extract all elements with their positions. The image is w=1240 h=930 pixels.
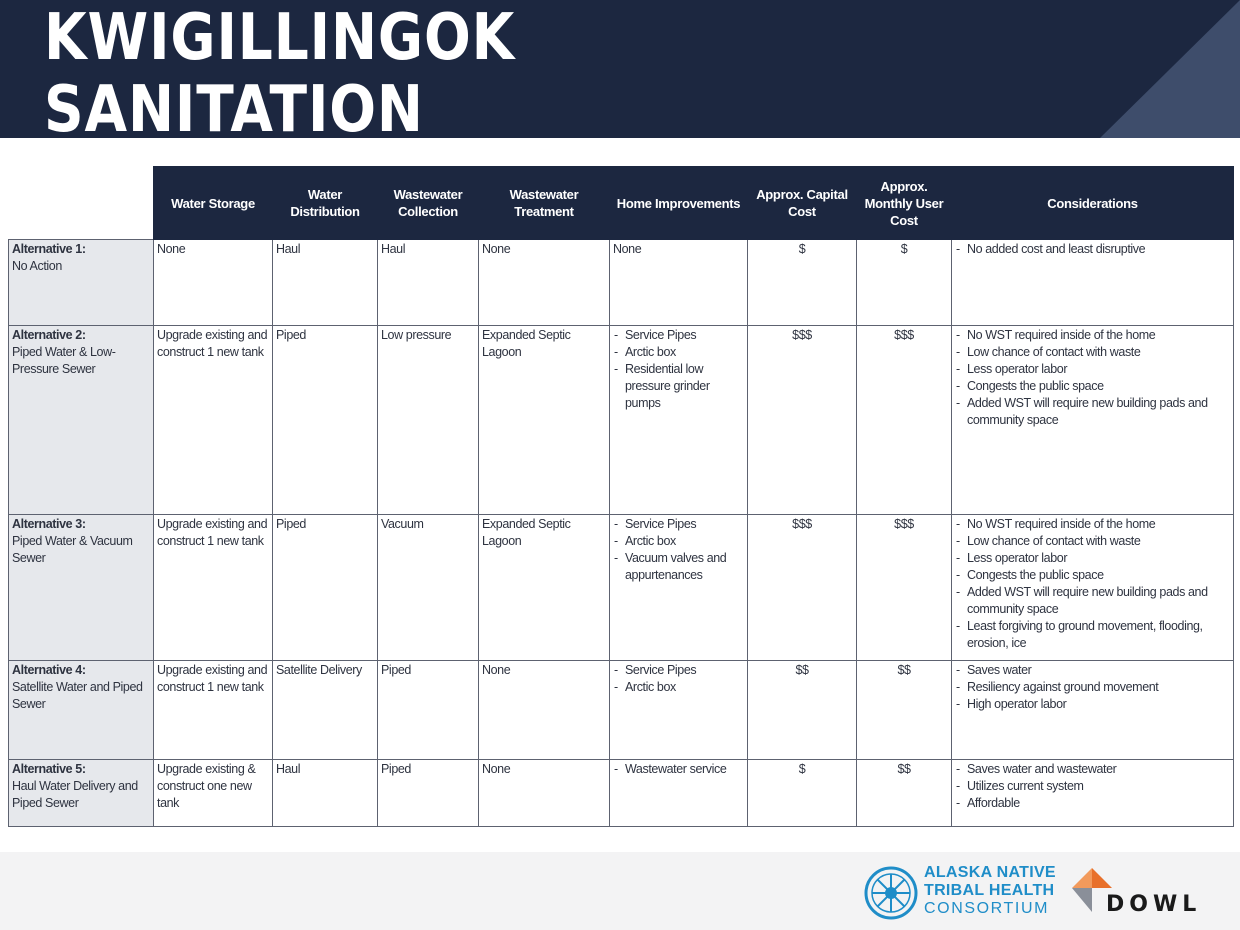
list-item: - Added WST will require new building pads and community space — [955, 584, 1230, 618]
alternative-cell — [9, 326, 154, 515]
list-item: - Least forgiving to ground movement, flooding, erosion, ice — [955, 618, 1230, 652]
water-distribution-value: Piped — [276, 517, 306, 531]
water-storage-cell — [154, 760, 273, 827]
water-storage-value: Upgrade existing & construct one new tank — [157, 762, 256, 810]
water-storage-value: None — [157, 242, 186, 256]
list-item: - Low chance of contact with waste — [955, 344, 1230, 361]
wastewater-collection-value: Piped — [381, 663, 411, 677]
alternative-label: Alternative 1: — [12, 242, 86, 256]
list-item: - Low chance of contact with waste — [955, 533, 1230, 550]
wastewater-treatment-value: None — [482, 242, 511, 256]
anthc-logo-icon — [864, 866, 918, 920]
alternative-name: Haul Water Delivery and Piped Sewer — [12, 779, 138, 810]
wastewater-treatment-cell — [479, 240, 610, 326]
home-improvements-cell — [610, 240, 748, 326]
home-improvements-list — [613, 761, 744, 778]
alternative-cell — [9, 760, 154, 827]
considerations-list — [955, 662, 1230, 713]
list-item: - Congests the public space — [955, 567, 1230, 584]
wastewater-collection-cell — [378, 326, 479, 515]
considerations-cell — [952, 661, 1234, 760]
page-title — [44, 2, 904, 138]
title-line-1: KWIGILLINGOK SANITATION — [44, 1, 516, 138]
alternative-label: Alternative 3: — [12, 517, 86, 531]
alternative-cell — [9, 515, 154, 661]
alternative-name: Satellite Water and Piped Sewer — [12, 680, 143, 711]
monthly-cost-value: $ — [900, 242, 908, 256]
wastewater-treatment-value: Expanded Septic Lagoon — [482, 517, 571, 548]
wastewater-collection-cell — [378, 760, 479, 827]
table-row — [9, 760, 1234, 827]
water-storage-cell — [154, 240, 273, 326]
home-improvements-cell — [610, 760, 748, 827]
corner-decoration — [1100, 0, 1240, 138]
alternative-label: Alternative 4: — [12, 663, 86, 677]
wastewater-treatment-value: None — [482, 762, 511, 776]
list-item: - Affordable — [955, 795, 1230, 812]
home-improvements-cell — [610, 515, 748, 661]
wastewater-treatment-cell — [479, 326, 610, 515]
wastewater-treatment-cell — [479, 661, 610, 760]
list-item: - Service Pipes — [613, 662, 744, 679]
wastewater-collection-value: Haul — [381, 242, 406, 256]
considerations-cell — [952, 326, 1234, 515]
water-storage-cell — [154, 515, 273, 661]
considerations-cell — [952, 760, 1234, 827]
considerations-cell — [952, 240, 1234, 326]
table-row — [9, 515, 1234, 661]
monthly-cost-value: $$$ — [894, 328, 914, 342]
wastewater-collection-cell — [378, 661, 479, 760]
header-home-improvements: Home Improvements — [610, 167, 748, 240]
water-storage-value: Upgrade existing and construct 1 new tank — [157, 663, 268, 694]
table-header-row — [9, 167, 1234, 240]
considerations-cell — [952, 515, 1234, 661]
capital-cost-value: $ — [798, 242, 806, 256]
list-item: - No added cost and least disruptive — [955, 241, 1230, 258]
list-item: - Wastewater service — [613, 761, 744, 778]
wastewater-collection-cell — [378, 515, 479, 661]
water-distribution-value: Haul — [276, 762, 301, 776]
capital-cost-cell — [748, 326, 857, 515]
capital-cost-value: $$$ — [792, 328, 812, 342]
table-row — [9, 326, 1234, 515]
capital-cost-value: $ — [798, 762, 806, 776]
home-improvements-cell — [610, 326, 748, 515]
water-storage-value: Upgrade existing and construct 1 new tank — [157, 517, 268, 548]
alternative-label: Alternative 2: — [12, 328, 86, 342]
list-item: - Saves water and wastewater — [955, 761, 1230, 778]
list-item: - Resiliency against ground movement — [955, 679, 1230, 696]
list-item: - Added WST will require new building pads and community space — [955, 395, 1230, 429]
monthly-cost-cell — [857, 760, 952, 827]
alternatives-table — [8, 166, 1234, 827]
dowl-logo-text: DOWL — [1106, 892, 1202, 917]
considerations-list — [955, 761, 1230, 812]
header-water-distribution: Water Distribution — [273, 167, 378, 240]
water-distribution-cell — [273, 515, 378, 661]
header-monthly-cost: Approx. Monthly User Cost — [857, 167, 952, 240]
wastewater-treatment-value: Expanded Septic Lagoon — [482, 328, 571, 359]
list-item: - Less operator labor — [955, 361, 1230, 378]
table-row — [9, 240, 1234, 326]
alternative-label: Alternative 5: — [12, 762, 86, 776]
water-distribution-cell — [273, 760, 378, 827]
list-item: - High operator labor — [955, 696, 1230, 713]
title-banner — [0, 0, 1240, 138]
alternative-name: No Action — [12, 259, 62, 273]
home-improvements-list — [613, 662, 744, 696]
considerations-list — [955, 327, 1230, 429]
monthly-cost-value: $$ — [897, 663, 911, 677]
considerations-list — [955, 241, 1230, 258]
water-distribution-cell — [273, 326, 378, 515]
capital-cost-value: $$$ — [792, 517, 812, 531]
wastewater-collection-cell — [378, 240, 479, 326]
list-item: - Congests the public space — [955, 378, 1230, 395]
home-improvements-value: None — [613, 242, 642, 256]
alternative-name: Piped Water & Low-Pressure Sewer — [12, 345, 116, 376]
list-item: - Arctic box — [613, 344, 744, 361]
list-item: - Arctic box — [613, 679, 744, 696]
list-item: - Saves water — [955, 662, 1230, 679]
list-item: - Less operator labor — [955, 550, 1230, 567]
wastewater-collection-value: Vacuum — [381, 517, 424, 531]
list-item: - Residential low pressure grinder pumps — [613, 361, 744, 412]
capital-cost-cell — [748, 515, 857, 661]
header-wastewater-treatment: Wastewater Treatment — [479, 167, 610, 240]
header-considerations: Considerations — [952, 167, 1234, 240]
water-distribution-cell — [273, 240, 378, 326]
table-row — [9, 661, 1234, 760]
alternative-cell — [9, 240, 154, 326]
wastewater-treatment-cell — [479, 760, 610, 827]
water-storage-value: Upgrade existing and construct 1 new tank — [157, 328, 268, 359]
monthly-cost-value: $$ — [897, 762, 911, 776]
header-wastewater-collection: Wastewater Collection — [378, 167, 479, 240]
anthc-line-1: ALASKA NATIVE — [924, 864, 1056, 881]
capital-cost-value: $$ — [795, 663, 809, 677]
monthly-cost-cell — [857, 661, 952, 760]
wastewater-treatment-value: None — [482, 663, 511, 677]
list-item: - Arctic box — [613, 533, 744, 550]
alternative-cell — [9, 661, 154, 760]
water-distribution-value: Satellite Delivery — [276, 663, 362, 677]
water-distribution-cell — [273, 661, 378, 760]
water-storage-cell — [154, 326, 273, 515]
header-water-storage: Water Storage — [154, 167, 273, 240]
table-body — [9, 240, 1234, 827]
water-distribution-value: Piped — [276, 328, 306, 342]
capital-cost-cell — [748, 661, 857, 760]
anthc-logo-text — [924, 864, 1064, 918]
alternatives-table-container — [8, 166, 1233, 827]
capital-cost-cell — [748, 760, 857, 827]
anthc-line-2: TRIBAL HEALTH — [924, 882, 1055, 899]
anthc-line-3: CONSORTIUM — [924, 900, 1050, 917]
water-storage-cell — [154, 661, 273, 760]
wastewater-treatment-cell — [479, 515, 610, 661]
home-improvements-list — [613, 327, 744, 412]
wastewater-collection-value: Low pressure — [381, 328, 452, 342]
monthly-cost-cell — [857, 515, 952, 661]
monthly-cost-cell — [857, 240, 952, 326]
home-improvements-cell — [610, 661, 748, 760]
header-blank — [9, 167, 154, 240]
considerations-list — [955, 516, 1230, 652]
list-item: - Vacuum valves and appurtenances — [613, 550, 744, 584]
home-improvements-list — [613, 516, 744, 584]
wastewater-collection-value: Piped — [381, 762, 411, 776]
footer — [0, 852, 1240, 930]
header-capital-cost: Approx. Capital Cost — [748, 167, 857, 240]
list-item: - Service Pipes — [613, 516, 744, 533]
list-item: - Service Pipes — [613, 327, 744, 344]
capital-cost-cell — [748, 240, 857, 326]
list-item: - Utilizes current system — [955, 778, 1230, 795]
water-distribution-value: Haul — [276, 242, 301, 256]
alternative-name: Piped Water & Vacuum Sewer — [12, 534, 133, 565]
monthly-cost-cell — [857, 326, 952, 515]
list-item: - No WST required inside of the home — [955, 327, 1230, 344]
list-item: - No WST required inside of the home — [955, 516, 1230, 533]
monthly-cost-value: $$$ — [894, 517, 914, 531]
